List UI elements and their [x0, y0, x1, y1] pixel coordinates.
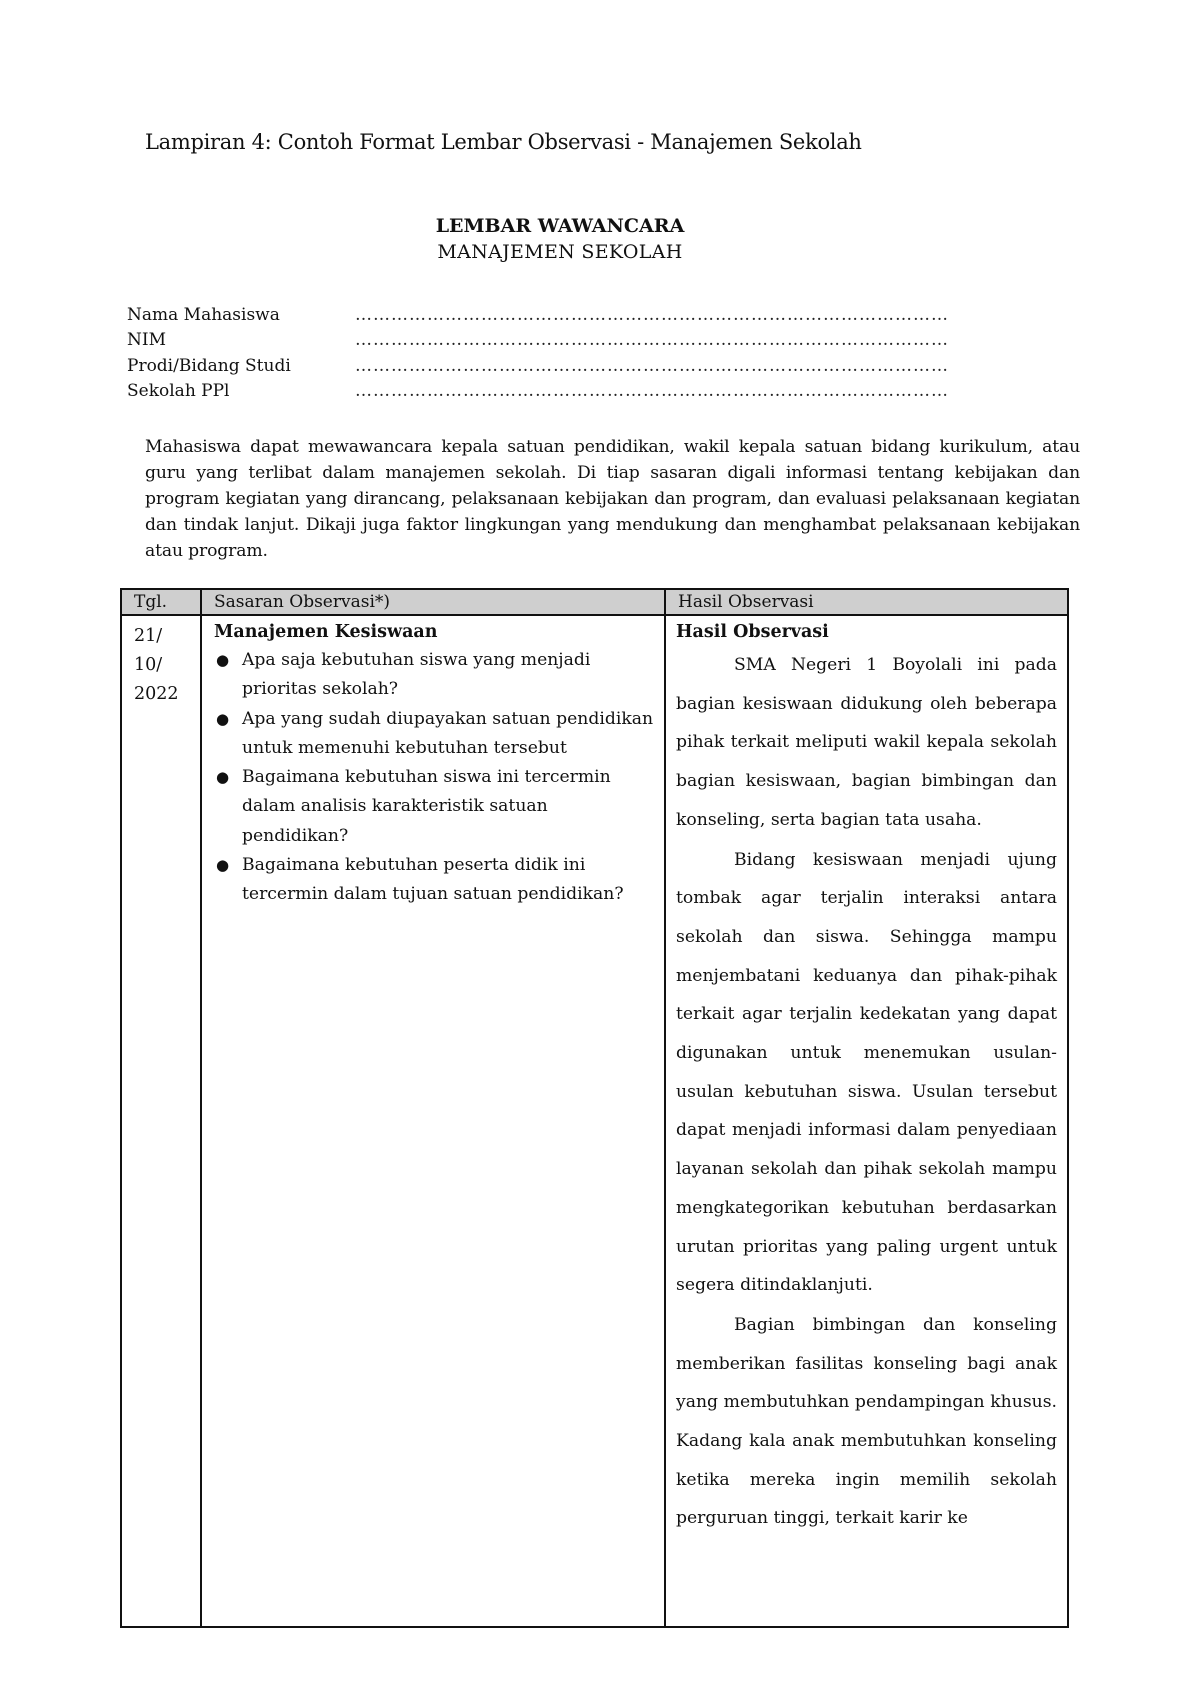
document-subtitle: MANAJEMEN SEKOLAH — [437, 241, 683, 263]
tgl-cell — [121, 615, 201, 1627]
date-line: 10/ — [134, 655, 163, 675]
list-item — [214, 763, 656, 851]
sasaran-cell — [201, 615, 665, 1627]
question-text: Apa yang sudah diupayakan satuan pendidikan untuk memenuhi kebutuhan tersebut — [242, 708, 654, 758]
bullet-icon: ● — [216, 856, 230, 875]
field-sekolah-ppl — [127, 379, 1067, 405]
intro-paragraph: Mahasiswa dapat mewawancara kepala satuan pendidikan, wakil kepala satuan bidang kurikulum, atau guru yang terlibat dalam manajemen sekolah. Di tiap sasaran digali informasi tentang kebijakan dan program kegiatan yang dirancang, pelaksanaan kebijakan dan program, dan evaluasi pelaksanaan kegiatan dan tindak lanjut. Dikaji juga faktor lingkungan yang mendukung dan menghambat pelaksanaan kebijakan atau program. — [145, 437, 1080, 561]
header-sasaran: Sasaran Observasi*) — [201, 589, 665, 615]
header-tgl: Tgl. — [121, 589, 201, 615]
question-text: Bagaimana kebutuhan peserta didik ini tercermin dalam tujuan satuan pendidikan? — [242, 855, 624, 905]
bullet-icon: ● — [216, 768, 230, 787]
lampiran-heading: Lampiran 4: Contoh Format Lembar Observasi - Manajemen Sekolah — [145, 130, 862, 154]
list-item — [214, 705, 656, 764]
field-label: Nama Mahasiswa — [127, 304, 280, 325]
field-fill-line: ……………………………………………………………………………………… — [355, 304, 949, 325]
table-row — [121, 615, 1068, 1627]
hasil-title: Hasil Observasi — [676, 622, 829, 642]
header-hasil: Hasil Observasi — [665, 589, 1068, 615]
question-text: Bagaimana kebutuhan siswa ini tercermin dalam analisis karakteristik satuan pendidikan? — [242, 767, 611, 846]
bullet-icon: ● — [216, 709, 230, 728]
identity-fields — [127, 302, 1067, 404]
date-line: 21/ — [134, 626, 163, 646]
list-item — [214, 851, 656, 910]
field-fill-line: ……………………………………………………………………………………… — [355, 330, 949, 351]
field-fill-line: ……………………………………………………………………………………… — [355, 381, 949, 402]
field-label: NIM — [127, 330, 166, 351]
field-label: Prodi/Bidang Studi — [127, 355, 291, 376]
observation-table — [120, 588, 1069, 1628]
hasil-paragraph: SMA Negeri 1 Boyolali ini pada bagian kesiswaan didukung oleh beberapa pihak terkait meliputi wakil kepala sekolah bagian kesiswaan, bagian bimbingan dan konseling, serta bagian tata usaha. — [676, 655, 1057, 830]
document-title: LEMBAR WAWANCARA — [435, 215, 685, 237]
hasil-paragraph: Bidang kesiswaan menjadi ujung tombak agar terjalin interaksi antara sekolah dan siswa. Sehingga mampu menjembatani keduanya dan pihak-pihak terkait agar terjalin kedekatan yang dapat digunakan untuk menemukan usulan-usulan kebutuhan siswa. Usulan tersebut dapat menjadi informasi dalam penyediaan layanan sekolah dan pihak sekolah mampu mengkategorikan kebutuhan berdasarkan urutan prioritas yang paling urgent untuk segera ditindaklanjuti. — [676, 849, 1057, 1296]
field-label: Sekolah PPl — [127, 381, 230, 402]
list-item — [214, 646, 656, 705]
question-list — [214, 646, 656, 910]
table-header-row — [121, 589, 1068, 615]
question-text: Apa saja kebutuhan siswa yang menjadi prioritas sekolah? — [242, 650, 591, 700]
date-line: 2022 — [134, 684, 179, 704]
field-nama-mahasiswa — [127, 302, 1067, 328]
title-block — [0, 213, 1120, 265]
hasil-cell — [665, 615, 1068, 1627]
field-fill-line: ……………………………………………………………………………………… — [355, 355, 949, 376]
sasaran-title: Manajemen Kesiswaan — [214, 622, 438, 642]
field-prodi — [127, 353, 1067, 379]
field-nim — [127, 328, 1067, 354]
bullet-icon: ● — [216, 651, 230, 669]
hasil-paragraph: Bagian bimbingan dan konseling memberikan fasilitas konseling bagi anak yang membutuhkan pendampingan khusus. Kadang kala anak membutuhkan konseling ketika mereka ingin memilih sekolah perguruan tinggi, terkait karir ke — [676, 1314, 1057, 1529]
